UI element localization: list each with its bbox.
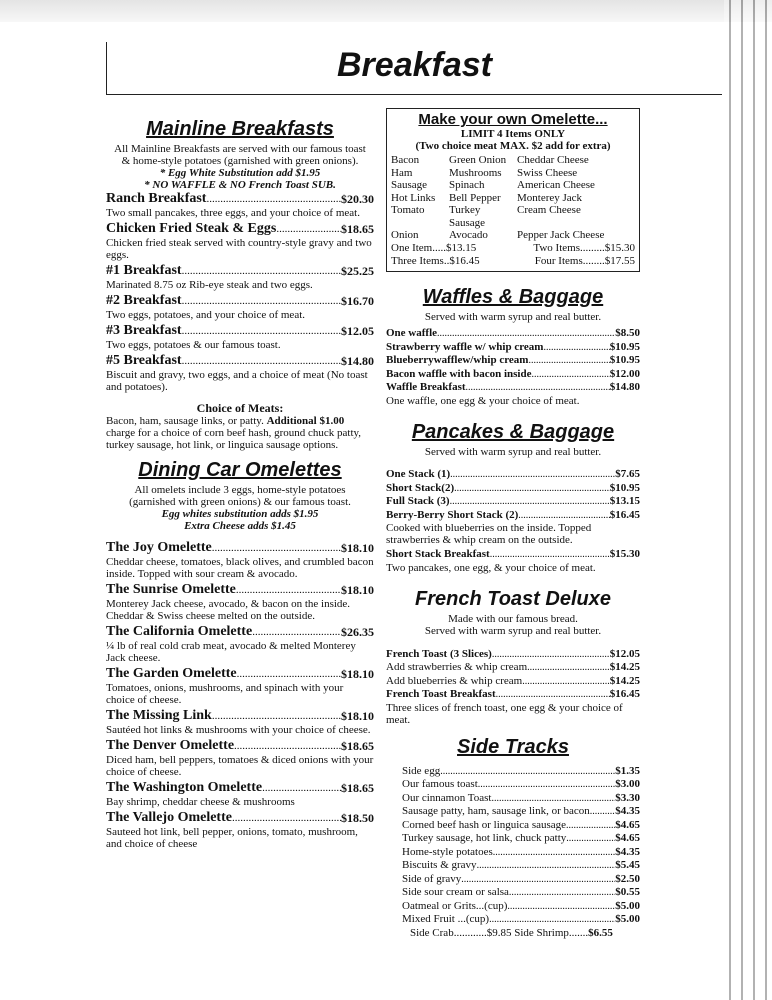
price-line (386, 327, 640, 341)
side-crab-shrimp (386, 927, 640, 940)
leader-dots (466, 381, 610, 395)
short-stack-desc: Two pancakes, one egg, & your choice of meat. (386, 561, 596, 574)
item-name: Short Stack Breakfast (386, 548, 490, 560)
leader-dots (493, 846, 616, 860)
item-price: $18.10 (341, 583, 374, 597)
item-price: $13.15 (609, 495, 640, 507)
item-price: $10.95 (609, 354, 640, 366)
omelettes-intro-line: (garnished with green onions) & our famous toast. (129, 496, 351, 508)
item-name: The Denver Omelette (106, 738, 235, 753)
extra-cheese-note: Extra Cheese adds $1.45 (184, 520, 296, 532)
price-line (402, 778, 640, 792)
leader-dots (590, 805, 615, 819)
item-name: Turkey sausage, hot link, chuck patty (402, 832, 567, 844)
price-line (402, 832, 640, 846)
price-two-items: Two Items.........$15.30 (533, 241, 635, 254)
leader-dots (496, 688, 610, 702)
leader-dots (237, 666, 341, 682)
item-name: The California Omelette (106, 624, 253, 639)
item-price: $15.30 (609, 548, 640, 560)
item-price: $14.80 (341, 354, 374, 368)
french-sub: Served with warm syrup and real butter. (424, 625, 602, 637)
leader-dots (566, 832, 615, 846)
menu-item (106, 353, 374, 369)
item-price: $14.25 (609, 674, 640, 687)
item-price: $1.35 (615, 764, 640, 777)
item-name: Side of gravy (402, 872, 462, 885)
leader-dots (454, 482, 610, 496)
item-price: $4.35 (615, 845, 640, 858)
item-desc: Cheddar cheese, tomatoes, black olives, and crumbled bacon inside. Topped with sour cream & avocado. (106, 556, 374, 580)
item-price: $0.55 (615, 886, 640, 898)
item-desc: Bay shrimp, cheddar cheese & mushrooms (106, 796, 295, 808)
menu-item (106, 191, 374, 207)
sides-heading: Side Tracks (457, 735, 569, 758)
page-edge-shadow (0, 0, 772, 22)
waffles-heading: Waffles & Baggage (422, 285, 604, 308)
item-name: One Stack (1) (386, 468, 451, 480)
item-price: $20.30 (341, 192, 374, 206)
item-price: $8.50 (615, 327, 640, 339)
item-name: Short Stack(2) (386, 481, 455, 494)
item-price: $18.10 (341, 709, 374, 723)
french-items (386, 648, 640, 702)
menu-item (106, 666, 374, 682)
price-line (402, 873, 640, 887)
ingredient: Turkey Sausage (449, 204, 486, 229)
price-line (386, 482, 640, 496)
item-name: French Toast (3 Slices) (386, 647, 492, 660)
price-line (386, 509, 640, 523)
item-name: The Sunrise Omelette (106, 582, 236, 597)
omelettes-heading: Dining Car Omelettes (138, 459, 342, 481)
item-name: Add strawberries & whip cream (386, 661, 528, 673)
omelette-items (106, 540, 374, 850)
price-line (386, 495, 640, 509)
item-price: $2.50 (615, 872, 640, 885)
price-line (386, 688, 640, 702)
leader-dots (232, 810, 341, 826)
menu-item (106, 738, 374, 754)
price-line (402, 765, 640, 779)
item-name: Mixed Fruit ...(cup) (402, 913, 490, 925)
menu-item (106, 780, 374, 796)
ingredient: Sausage (391, 179, 428, 191)
waffle-desc: One waffle, one egg & your choice of meat. (386, 394, 580, 407)
ingredient: Avocado (449, 229, 488, 241)
item-price: $16.45 (609, 688, 640, 700)
item-name: Strawberry waffle w/ whip cream (386, 340, 544, 353)
leader-dots (478, 778, 615, 792)
item-price: $18.10 (341, 541, 374, 555)
side-shrimp: Side Shrimp....... (514, 926, 589, 939)
item-desc: Two eggs, potatoes, and your choice of meat. (106, 309, 306, 321)
item-price: $16.45 (609, 508, 640, 521)
mainline-intro (106, 143, 374, 191)
item-price: $18.65 (341, 739, 374, 753)
price-line (402, 792, 640, 806)
leader-dots (276, 221, 341, 237)
leader-dots (212, 540, 341, 556)
menu-item (106, 624, 374, 640)
price-line (386, 368, 640, 382)
price-line (386, 675, 640, 689)
leader-dots (212, 708, 341, 724)
omelettes-intro-line: All omelets include 3 eggs, home-style potatoes (134, 484, 346, 496)
item-desc: Biscuit and gravy, two eggs, and a choice of meat (No toast and potatoes). (106, 369, 368, 393)
item-name: Sausage patty, ham, sausage link, or bacon (402, 805, 590, 817)
item-name: The Missing Link (106, 708, 212, 723)
ingredient: Swiss Cheese (517, 166, 578, 179)
page-title: Breakfast (337, 46, 492, 84)
choice-heading: Choice of Meats: (196, 401, 284, 415)
menu-item (106, 323, 374, 339)
left-column (106, 118, 374, 852)
item-name: The Garden Omelette (106, 666, 237, 681)
item-name: Chicken Fried Steak & Eggs (106, 221, 277, 236)
price-line (402, 913, 640, 927)
omelette-note: (Two choice meat MAX. $2 add for extra) (415, 140, 611, 152)
item-name: Oatmeal or Grits...(cup) (402, 899, 508, 912)
leader-dots (461, 873, 615, 887)
item-name: Corned beef hash or linguica sausage (402, 818, 567, 831)
item-name: Biscuits & gravy (402, 859, 477, 871)
item-name: Berry-Berry Short Stack (2) (386, 508, 519, 521)
leader-dots (182, 353, 341, 369)
item-price: $18.65 (341, 781, 374, 795)
page-binding-edge (724, 0, 772, 1000)
ingredient: Ham (391, 166, 413, 179)
price-one-item: One Item.....$13.15 (391, 241, 477, 254)
item-name: Our cinnamon Toast (402, 791, 492, 804)
item-name: #3 Breakfast (106, 323, 182, 338)
item-desc: ¼ lb of real cold crab meat, avocado & melted Monterey Jack cheese. (106, 640, 356, 664)
side-crab: Side Crab............$9.85 (410, 926, 512, 939)
item-name: Full Stack (3) (386, 495, 450, 507)
leader-dots (543, 341, 609, 355)
waffles-sub: Served with warm syrup and real butter. (424, 310, 602, 323)
ingredient: Spinach (449, 179, 485, 191)
right-column (386, 108, 640, 939)
menu-item (106, 540, 374, 556)
item-name: Side egg (402, 764, 441, 777)
menu-item (106, 221, 374, 237)
short-stack-breakfast (386, 548, 640, 562)
item-price: $5.45 (615, 859, 640, 871)
item-price: $26.35 (341, 625, 374, 639)
item-name: Add blueberries & whip cream (386, 674, 523, 687)
ingredient: Mushrooms (449, 166, 502, 179)
pancakes-heading: Pancakes & Baggage (411, 420, 615, 443)
item-price: $4.35 (615, 805, 640, 817)
omelette-prices (391, 242, 635, 268)
choice-additional: Additional $1.00 (266, 415, 345, 427)
price-four-items: Four Items........$17.55 (534, 254, 635, 267)
item-price: $10.95 (609, 481, 640, 494)
item-name: #5 Breakfast (106, 353, 182, 368)
price-three-items: Three Items..$16.45 (391, 254, 480, 267)
leader-dots (450, 495, 610, 509)
egg-white-note: * Egg White Substitution add $1.95 (159, 167, 321, 179)
ingredient: Pepper Jack Cheese (517, 229, 605, 241)
item-price: $14.80 (609, 381, 640, 393)
price-line (402, 819, 640, 833)
ingredient-grid (391, 154, 635, 242)
ingredient: Bacon (391, 154, 420, 166)
price-line (386, 381, 640, 395)
item-name: The Washington Omelette (106, 780, 263, 795)
menu-item (106, 810, 374, 826)
no-waffle-note: * NO WAFFLE & NO French Toast SUB. (144, 179, 336, 191)
price-line (402, 900, 640, 914)
item-price: $3.00 (615, 778, 640, 790)
mainline-intro-line: & home-style potatoes (garnished with green onions). (121, 155, 359, 167)
item-price: $5.00 (615, 899, 640, 912)
mainline-heading: Mainline Breakfasts (146, 118, 334, 140)
item-name: Bacon waffle with bacon inside (386, 367, 532, 380)
ingredient: Cheddar Cheese (517, 154, 589, 166)
side-shrimp-price: $6.55 (588, 926, 613, 939)
ingredient: Hot Links (391, 191, 436, 204)
leader-dots (206, 191, 341, 207)
ingredient: Onion (391, 229, 419, 241)
make-omelette-box (386, 108, 640, 272)
make-omelette-heading: Make your own Omelette... (418, 111, 608, 128)
item-price: $4.65 (615, 832, 640, 844)
item-desc: Marinated 8.75 oz Rib-eye steak and two eggs. (106, 279, 313, 291)
ingredient: American Cheese (517, 179, 595, 191)
price-line (386, 341, 640, 355)
price-line (386, 661, 640, 675)
choice-text (106, 415, 374, 451)
leader-dots (440, 765, 615, 779)
side-items (386, 765, 640, 927)
leader-dots (489, 913, 615, 927)
item-price: $4.65 (615, 818, 640, 831)
price-line (402, 859, 640, 873)
leader-dots (531, 368, 609, 382)
item-price: $10.95 (609, 340, 640, 353)
berry-desc: Cooked with blueberries on the inside. Topped strawberries & whip cream on the outside. (386, 522, 592, 546)
omelette-limit: LIMIT 4 Items ONLY (460, 128, 566, 140)
item-desc: Chicken fried steak served with country-style gravy and two eggs. (106, 237, 372, 261)
leader-dots (437, 327, 615, 341)
french-heading: French Toast Deluxe (415, 587, 611, 610)
item-name: The Joy Omelette (106, 540, 212, 555)
price-line (386, 648, 640, 662)
menu-item (106, 263, 374, 279)
leader-dots (182, 323, 341, 339)
leader-dots (509, 886, 615, 900)
item-name: Blueberrywafflew/whip cream (386, 354, 529, 366)
mainline-intro-line: All Mainline Breakfasts are served with our famous toast (114, 143, 366, 155)
pancake-items (386, 468, 640, 522)
pancakes-sub: Served with warm syrup and real butter. (424, 445, 602, 458)
item-price: $3.30 (615, 791, 640, 804)
item-price: $12.05 (609, 647, 640, 660)
ingredient: Green Onion (449, 154, 507, 166)
leader-dots (522, 675, 610, 689)
menu-item (106, 708, 374, 724)
item-price: $12.00 (609, 367, 640, 380)
item-price: $18.10 (341, 667, 374, 681)
french-sub: Made with our famous bread. (448, 612, 578, 625)
item-name: Side sour cream or salsa (402, 886, 509, 898)
item-desc: Tomatoes, onions, mushrooms, and spinach with your choice of cheese. (106, 682, 344, 706)
item-name: Ranch Breakfast (106, 191, 207, 206)
price-line (386, 468, 640, 482)
leader-dots (527, 661, 610, 675)
mainline-items (106, 191, 374, 393)
ingredient: Monterey Jack (517, 191, 583, 204)
item-name: Home-style potatoes (402, 845, 493, 858)
french-desc: Three slices of french toast, one egg & your choice of meat. (386, 701, 623, 726)
leader-dots (234, 738, 341, 754)
ingredient: Bell Pepper (449, 191, 501, 204)
item-desc: Sautéed hot links & mushrooms with your choice of cheese. (106, 724, 371, 736)
item-price: $5.00 (615, 913, 640, 925)
price-line (402, 805, 640, 819)
ingredient: Tomato (391, 204, 425, 216)
item-price: $18.65 (341, 222, 374, 236)
leader-dots (252, 624, 341, 640)
leader-dots (182, 293, 341, 309)
item-name: #1 Breakfast (106, 263, 182, 278)
leader-dots (477, 859, 616, 873)
item-name: Our famous toast (402, 778, 478, 790)
title-box (106, 42, 722, 95)
leader-dots (262, 780, 341, 796)
choice-options: charge for a choice of corn beef hash, ground chuck patty, turkey sausage, hot link, or linguica sausage options. (106, 427, 362, 451)
item-name: Waffle Breakfast (386, 381, 466, 393)
menu-item (106, 293, 374, 309)
choice-meats: Bacon, ham, sausage links, or patty. (106, 415, 264, 427)
item-name: French Toast Breakfast (386, 688, 496, 700)
leader-dots (491, 792, 615, 806)
item-price: $12.05 (341, 324, 374, 338)
item-desc: Two small pancakes, three eggs, and your choice of meat. (106, 207, 360, 219)
item-price: $7.65 (615, 468, 640, 480)
leader-dots (492, 648, 610, 662)
item-name: The Vallejo Omelette (106, 810, 232, 825)
menu-item (106, 582, 374, 598)
waffle-items (386, 327, 640, 395)
price-line (402, 846, 640, 860)
leader-dots (182, 263, 341, 279)
item-price: $25.25 (341, 264, 374, 278)
item-desc: Sauteed hot link, bell pepper, onions, tomato, mushroom, and choice of cheese (106, 826, 358, 850)
leader-dots (528, 354, 609, 368)
omelettes-intro (106, 484, 374, 532)
item-name: #2 Breakfast (106, 293, 182, 308)
leader-dots (236, 582, 341, 598)
leader-dots (518, 509, 609, 523)
price-line (402, 886, 640, 900)
item-desc: Two eggs, potatoes & our famous toast. (106, 339, 281, 351)
item-price: $14.25 (609, 661, 640, 673)
ingredient: Cream Cheese (517, 204, 581, 216)
item-price: $16.70 (341, 294, 374, 308)
leader-dots (566, 819, 615, 833)
egg-whites-note: Egg whites substitution adds $1.95 (161, 508, 319, 520)
price-line (386, 354, 640, 368)
item-desc: Diced ham, bell peppers, tomatoes & diced onions with your choice of cheese. (106, 754, 374, 778)
item-name: One waffle (386, 327, 438, 339)
item-price: $18.50 (341, 811, 374, 825)
leader-dots (507, 900, 615, 914)
item-desc: Monterey Jack cheese, avocado, & bacon on the inside. Cheddar & Swiss cheese melted on the outside. (106, 598, 351, 622)
leader-dots (450, 468, 615, 482)
